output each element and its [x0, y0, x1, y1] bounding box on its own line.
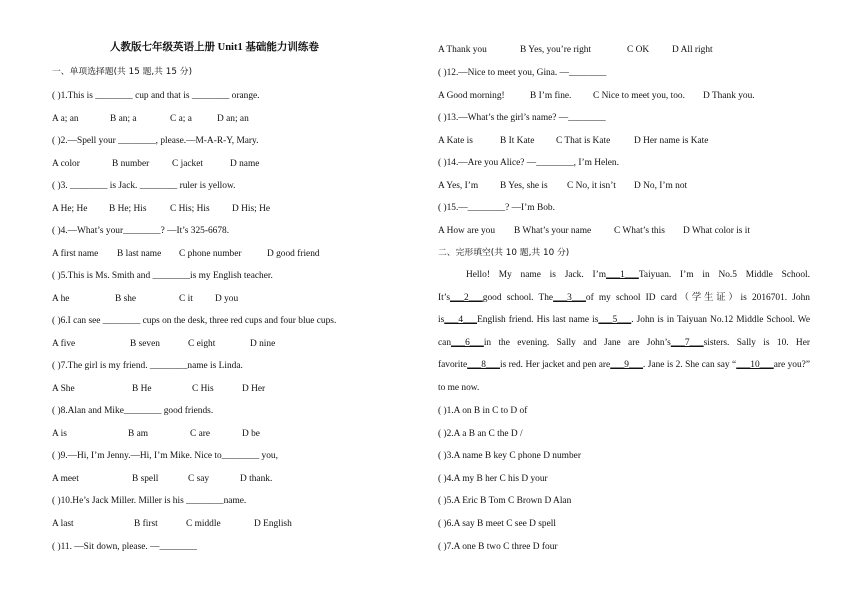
passage-text: English friend. His last name is [477, 315, 599, 326]
question-13: ( )13.—What’s the girl’s name? —________ [438, 113, 606, 123]
option-c: C it [179, 294, 193, 304]
blank-6: ___6___ [451, 337, 484, 348]
option-d: D What color is it [683, 226, 751, 236]
passage-text: is red. Her jacket and pen are [499, 360, 611, 371]
option-c: C say [188, 474, 210, 484]
option-a: A He; He [52, 204, 88, 214]
passage-text: of my school ID card（学生证）is 2016701. John is [438, 292, 810, 326]
question-9: ( )9.—Hi, I’m Jenny.—Hi, I’m Mike. Nice to________ you, [52, 451, 278, 461]
passage-text: sisters. Sally is 10. Her favorite [438, 337, 810, 371]
option-d: D His; He [232, 204, 271, 214]
passage-text: Taiyuan. I’m in No.5 Middle School. It’s [438, 270, 810, 303]
option-c: C That is Kate [556, 136, 611, 146]
question-2: ( )2.—Spell your ________, please.—M-A-R-Y, Mary. [52, 136, 259, 146]
question-1: ( )1.This is ________ cup and that is ________ orange. [52, 91, 260, 101]
option-d: D Her name is Kate [634, 136, 709, 146]
option-b: B I’m fine. [530, 91, 572, 101]
cloze-question-5: ( )5.A Eric B Tom C Brown D Alan [438, 496, 572, 506]
option-c: C middle [186, 519, 221, 529]
option-b: B It Kate [500, 136, 535, 146]
option-c: C a; a [170, 114, 192, 124]
cloze-question-2: ( )2.A a B an C the D / [438, 429, 523, 439]
option-c: C His; His [170, 204, 210, 214]
option-c: C What’s this [614, 226, 665, 236]
option-a: A Yes, I’m [438, 181, 479, 191]
passage-text: in the evening. Sally and Jane are John’s [483, 337, 671, 348]
option-b: B What’s your name [514, 226, 592, 236]
question-3: ( )3. ________ is Jack. ________ ruler is yellow. [52, 181, 236, 191]
cloze-question-1: ( )1.A on B in C to D of [438, 406, 528, 416]
question-5: ( )5.This is Ms. Smith and ________is my English teacher. [52, 271, 273, 281]
option-d: D All right [672, 45, 713, 55]
option-c: C Nice to meet you, too. [593, 91, 685, 101]
cloze-question-6: ( )6.A say B meet C see D spell [438, 519, 556, 529]
passage-text: good school. The [482, 292, 554, 303]
option-b: B He [132, 384, 152, 394]
passage-text: . Jane is 2. She can say “ [643, 360, 737, 371]
passage-text: Hello! My name is Jack. I’m [466, 270, 607, 280]
option-b: B first [134, 519, 158, 529]
question-10: ( )10.He’s Jack Miller. Miller is his ________name. [52, 496, 247, 506]
option-a: A She [52, 384, 75, 394]
option-d: D Thank you. [703, 91, 755, 101]
option-b: B Yes, you’re right [520, 45, 592, 55]
option-a: A last [52, 519, 74, 529]
question-12: ( )12.—Nice to meet you, Gina. —________ [438, 68, 607, 78]
option-b: B seven [130, 339, 160, 349]
option-a: A Good morning! [438, 91, 505, 101]
option-c: C jacket [172, 159, 203, 169]
blank-4: ___4___ [444, 315, 478, 326]
option-a: A meet [52, 474, 79, 484]
question-4: ( )4.—What’s your________? —It’s 325-6678. [52, 226, 230, 236]
question-11: ( )11. —Sit down, please. —________ [52, 542, 197, 552]
cloze-passage [438, 264, 810, 400]
question-15: ( )15.—________? —I’m Bob. [438, 203, 555, 213]
option-a: A he [52, 294, 70, 304]
option-b: B number [112, 159, 150, 169]
option-d: D good friend [267, 249, 320, 259]
option-b: B He; His [109, 204, 147, 214]
option-b: B an; a [110, 114, 137, 124]
option-a: A Thank you [438, 45, 487, 55]
passage-text: are you?” to me now. [438, 360, 810, 393]
cloze-question-4: ( )4.A my B her C his D your [438, 474, 548, 484]
question-14: ( )14.—Are you Alice? —________, I’m Helen. [438, 158, 619, 168]
option-c: C eight [188, 339, 216, 349]
option-c: C OK [627, 45, 650, 55]
cloze-question-7: ( )7.A one B two C three D four [438, 542, 558, 552]
option-b: B she [115, 294, 137, 304]
option-c: C phone number [179, 249, 242, 259]
blank-8: ___8___ [467, 360, 500, 371]
option-a: A Kate is [438, 136, 473, 146]
blank-7: ___7___ [670, 337, 704, 348]
option-b: B spell [132, 474, 159, 484]
option-a: A color [52, 159, 80, 169]
option-a: A first name [52, 249, 99, 259]
blank-3: ___3___ [553, 292, 586, 303]
question-8: ( )8.Alan and Mike________ good friends. [52, 406, 214, 416]
blank-2: ___2___ [449, 292, 483, 303]
option-c: C His [192, 384, 214, 394]
blank-9: ___9___ [610, 360, 644, 371]
option-c: C are [190, 429, 211, 439]
blank-10: ___10___ [736, 360, 774, 371]
option-b: B last name [117, 249, 162, 259]
option-b: B Yes, she is [500, 181, 548, 191]
page-title: 人教版七年级英语上册 Unit1 基础能力训练卷 [110, 42, 319, 53]
section-heading-choice: 一、单项选择题(共 15 题,共 15 分) [52, 67, 192, 77]
section-heading-cloze: 二、完形填空(共 10 题,共 10 分) [438, 248, 570, 258]
option-a: A five [52, 339, 76, 349]
question-6: ( )6.I can see ________ cups on the desk, three red cups and four blue cups. [52, 316, 337, 326]
option-d: D thank. [240, 474, 273, 484]
option-a: A a; an [52, 114, 79, 124]
option-d: D English [254, 519, 292, 529]
option-d: D No, I’m not [634, 181, 688, 191]
option-a: A How are you [438, 226, 496, 236]
option-d: D Her [242, 384, 266, 394]
option-b: B am [128, 429, 149, 439]
cloze-question-3: ( )3.A name B key C phone D number [438, 451, 581, 461]
option-a: A is [52, 429, 67, 439]
option-d: D name [230, 159, 260, 169]
blank-5: ___5___ [598, 315, 632, 326]
option-d: D nine [250, 339, 276, 349]
question-7: ( )7.The girl is my friend. ________name is Linda. [52, 361, 243, 371]
blank-1: ___1___ [606, 270, 639, 280]
passage-text: . John is in Taiyuan No.12 Middle School. We can [438, 315, 810, 348]
option-d: D be [242, 429, 260, 439]
option-c: C No, it isn’t [567, 181, 616, 191]
option-d: D an; an [217, 114, 249, 124]
option-d: D you [215, 294, 239, 304]
